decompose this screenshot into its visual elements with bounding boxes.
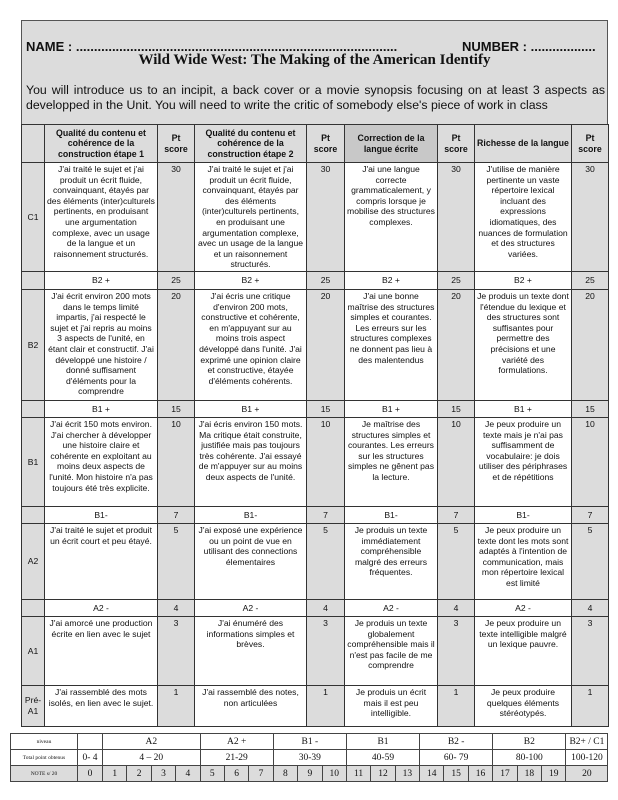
sublevel-label: B1- (475, 506, 572, 523)
points: 15 (572, 400, 609, 417)
note-row (11, 766, 608, 782)
note-cell: 0 (78, 766, 103, 782)
total-row (11, 750, 608, 766)
total-cell: 60- 79 (420, 750, 493, 766)
points: 10 (438, 417, 475, 506)
level-label: A2 (22, 523, 45, 599)
col-header-language-richness: Richesse de la langue (475, 125, 572, 163)
points: 1 (158, 685, 195, 726)
descriptor: J'ai énuméré des informations simples et brèves. (195, 616, 307, 685)
points: 7 (438, 506, 475, 523)
note-cell: 9 (298, 766, 322, 782)
points: 1 (438, 685, 475, 726)
level-cell: A2 + (200, 734, 273, 750)
rubric-subrow-b2plus (22, 271, 609, 289)
descriptor: J'ai amorcé une production écrite en lien avec le sujet (45, 616, 158, 685)
points: 20 (307, 289, 345, 400)
level-cell: A2 (103, 734, 201, 750)
level-cell: B2 - (420, 734, 493, 750)
note-cell: 3 (151, 766, 175, 782)
sublevel-label: B1 + (345, 400, 438, 417)
sublevel-label: B1 + (45, 400, 158, 417)
points: 10 (158, 417, 195, 506)
total-cell: 100-120 (566, 750, 608, 766)
note-cell: 7 (249, 766, 273, 782)
note-cell: 13 (395, 766, 419, 782)
sublevel-label: A2 - (195, 599, 307, 616)
total-cell: 0- 4 (78, 750, 103, 766)
col-header-content-step2: Qualité du contenu et cohérence de la construction étape 2 (195, 125, 307, 163)
sublevel-label: B2 + (475, 271, 572, 289)
note-cell: 11 (346, 766, 370, 782)
col-header-language-correction: Correction de la langue écrite (345, 125, 438, 163)
points: 10 (572, 417, 609, 506)
level-cell: B2+ / C1 (566, 734, 608, 750)
level-row (11, 734, 608, 750)
total-cell: 21-29 (200, 750, 273, 766)
descriptor: Je produis un texte immédiatement compréhensible malgré des erreurs fréquentes. (345, 523, 438, 599)
note-cell: 10 (322, 766, 346, 782)
level-label: C1 (22, 163, 45, 272)
level-label: B1 (22, 417, 45, 506)
rubric-table (21, 124, 609, 727)
points: 7 (158, 506, 195, 523)
col-header-pt: Pt score (158, 125, 195, 163)
sublevel-label: B2 + (345, 271, 438, 289)
points: 4 (438, 599, 475, 616)
note-cell: 14 (420, 766, 444, 782)
rubric-subrow-a2minus (22, 599, 609, 616)
col-header-pt: Pt score (572, 125, 609, 163)
total-cell: 30-39 (273, 750, 346, 766)
points: 15 (307, 400, 345, 417)
rubric-subrow-b1plus (22, 400, 609, 417)
note-cell: 20 (566, 766, 608, 782)
points: 5 (158, 523, 195, 599)
sublevel-label: B2 + (195, 271, 307, 289)
note-cell: 18 (517, 766, 541, 782)
level-cell (78, 734, 103, 750)
name-field[interactable]: NAME : ......................................................................................... (26, 39, 398, 54)
points: 4 (158, 599, 195, 616)
level-cell: B1 - (273, 734, 346, 750)
points: 4 (572, 599, 609, 616)
descriptor: Je produis un texte globalement compréhensible mais il n'est pas facile de me comprendre (345, 616, 438, 685)
points: 25 (307, 271, 345, 289)
sublevel-label: A2 - (345, 599, 438, 616)
sublevel-label: A2 - (475, 599, 572, 616)
row-label: Total point obtenus (11, 750, 78, 766)
points: 25 (572, 271, 609, 289)
col-header-pt: Pt score (307, 125, 345, 163)
points: 15 (158, 400, 195, 417)
descriptor: Je produis un écrit mais il est peu intelligible. (345, 685, 438, 726)
col-header-content-step1: Qualité du contenu et cohérence de la construction étape 1 (45, 125, 158, 163)
note-cell: 5 (200, 766, 224, 782)
total-cell: 80-100 (493, 750, 566, 766)
points: 30 (572, 163, 609, 272)
rubric-row-pre-a1 (22, 685, 609, 726)
points: 7 (572, 506, 609, 523)
number-field[interactable]: NUMBER : .................. (462, 39, 596, 54)
points: 5 (438, 523, 475, 599)
note-cell: 4 (176, 766, 200, 782)
sublevel-label: B1- (45, 506, 158, 523)
level-label: A1 (22, 616, 45, 685)
level-cell: B1 (346, 734, 419, 750)
header-row (22, 125, 609, 163)
descriptor: J'ai traité le sujet et j'ai produit un écrit fluide, convainquant, étayés par des éléments (inter)culturels pertinents, en produisant une argumentation complexe, avec un usage de la langue et un raisonnement structurés. (45, 163, 158, 272)
points: 30 (438, 163, 475, 272)
rubric-row-a2 (22, 523, 609, 599)
descriptor: J'ai rassemblé des mots isolés, en lien avec le sujet. (45, 685, 158, 726)
level-header (22, 125, 45, 163)
level-label (22, 506, 45, 523)
rubric-row-b1 (22, 417, 609, 506)
sublevel-label: A2 - (45, 599, 158, 616)
points: 30 (307, 163, 345, 272)
level-label: Pré-A1 (22, 685, 45, 726)
descriptor: J'ai une langue correcte grammaticalement, y compris lorsque je mobilise des structures complexes. (345, 163, 438, 272)
points: 3 (438, 616, 475, 685)
sublevel-label: B1 + (195, 400, 307, 417)
col-header-pt: Pt score (438, 125, 475, 163)
level-label (22, 400, 45, 417)
descriptor: J'ai exposé une expérience ou un point de vue en utilisant des connections élementaires (195, 523, 307, 599)
instructions-text: You will introduce us to an incipit, a back cover or a movie synopsis focusing on at least 3 aspects as developped in the Unit. You will need to write the critic of somebody else's piece of work in class (26, 83, 605, 112)
points: 3 (572, 616, 609, 685)
document-title: Wild Wide West: The Making of the American Identify (138, 52, 491, 68)
descriptor: Je produis un texte dont l'étendue du lexique et des structures sont suffisantes pour permettre des précisions et une variété des formulations. (475, 289, 572, 400)
points: 7 (307, 506, 345, 523)
descriptor: J'ai traité le sujet et j'ai produit un écrit fluide, convainquant, étayés par des éléments (inter)culturels pertinents, en produisant une argumentation complexe, avec un usage de la langue et un raisonnement structurés. (195, 163, 307, 272)
row-label: NOTE s/ 20 (11, 766, 78, 782)
note-cell: 17 (493, 766, 517, 782)
level-cell: B2 (493, 734, 566, 750)
descriptor: Je maîtrise des structures simples et courantes. Les erreurs sur les structures simples ne gênent pas la lecture. (345, 417, 438, 506)
points: 15 (438, 400, 475, 417)
points: 5 (307, 523, 345, 599)
total-cell: 40-59 (346, 750, 419, 766)
descriptor: J'ai une bonne maîtrise des structures simples et courantes. Les erreurs sur les structures complexes ne donnent pas lieu à des malentendus (345, 289, 438, 400)
points: 20 (158, 289, 195, 400)
descriptor: J'ai écrit 150 mots environ. J'ai chercher à développer une histoire claire et cohérente en exploitant au moins deux aspects de l'unité. Mon histoire n'a pas toujours été très explicite. (45, 417, 158, 506)
sublevel-label: B1 + (475, 400, 572, 417)
points: 30 (158, 163, 195, 272)
note-cell: 6 (224, 766, 248, 782)
note-cell: 8 (273, 766, 297, 782)
points: 20 (572, 289, 609, 400)
sublevel-label: B2 + (45, 271, 158, 289)
sublevel-label: B1- (195, 506, 307, 523)
note-cell: 1 (103, 766, 127, 782)
header-box (21, 20, 608, 124)
note-cell: 15 (444, 766, 468, 782)
level-label (22, 271, 45, 289)
note-cell: 12 (371, 766, 395, 782)
descriptor: J'ai écris une critique d'environ 200 mots, constructive et cohérente, en m'appuyant sur au moins trois aspect développé dans l'unité. J'ai exprimé une opinion claire et constructive, étayée d'éléments cohérents. (195, 289, 307, 400)
sublevel-label: B1- (345, 506, 438, 523)
level-label (22, 599, 45, 616)
points: 1 (307, 685, 345, 726)
descriptor: Je peux produire un texte mais je n'ai pas suffisamment de vocabulaire: je dois utiliser des périphrases et de répétitions (475, 417, 572, 506)
rubric-subrow-b1minus (22, 506, 609, 523)
descriptor: J'utilise de manière pertinente un vaste répertoire lexical incluant des expressions idiomatiques, des nuances de formulation et des structures variées. (475, 163, 572, 272)
points: 3 (158, 616, 195, 685)
total-cell: 4 – 20 (103, 750, 201, 766)
descriptor: Je peux produire un texte intelligible malgré un lexique pauvre. (475, 616, 572, 685)
grade-conversion-table (10, 733, 608, 782)
note-cell: 19 (542, 766, 566, 782)
points: 5 (572, 523, 609, 599)
points: 25 (438, 271, 475, 289)
points: 4 (307, 599, 345, 616)
descriptor: J'ai écris environ 150 mots. Ma critique était construite, justifiée mais pas toujours très cohérente. J'ai essayé de m'appuyer sur au moins deux aspects de l'unité. (195, 417, 307, 506)
descriptor: Je peux produire un texte dont les mots sont adaptés à l'intention de communication, mais mon répertoire lexical est limité (475, 523, 572, 599)
points: 1 (572, 685, 609, 726)
descriptor: J'ai rassemblé des notes, non articulées (195, 685, 307, 726)
rubric-row-c1 (22, 163, 609, 272)
points: 25 (158, 271, 195, 289)
points: 20 (438, 289, 475, 400)
rubric-row-a1 (22, 616, 609, 685)
points: 3 (307, 616, 345, 685)
points: 10 (307, 417, 345, 506)
descriptor: J'ai traité le sujet et produit un écrit court et peu étayé. (45, 523, 158, 599)
rubric-row-b2 (22, 289, 609, 400)
descriptor: J'ai écrit environ 200 mots dans le temps limité impartis, j'ai respecté le sujet et j'ai repris au moins 3 aspects de l'unité, en étant clair et constructif. J'ai développé une histoire / donné suffisament d'éléments pour la comprendre (45, 289, 158, 400)
note-cell: 2 (127, 766, 151, 782)
note-cell: 16 (468, 766, 492, 782)
level-label: B2 (22, 289, 45, 400)
row-label: niveau (11, 734, 78, 750)
descriptor: Je peux produire quelques éléments stéréotypés. (475, 685, 572, 726)
